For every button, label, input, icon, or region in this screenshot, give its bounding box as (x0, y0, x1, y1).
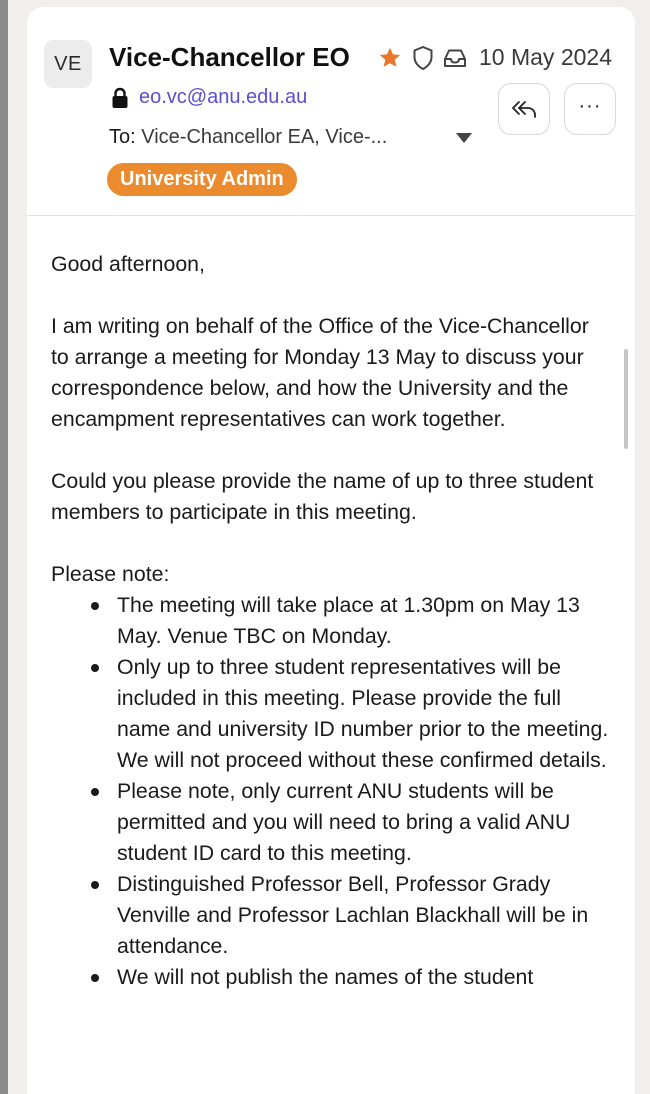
message-body (51, 249, 611, 993)
note-heading: Please note: (51, 562, 170, 586)
tray-icon (443, 47, 467, 69)
star-icon[interactable] (377, 45, 403, 71)
list-item: Please note, only current ANU students will be permitted and you will need to bring a valid ANU student ID card to this meeting. (117, 776, 611, 869)
to-label: To: (109, 126, 136, 148)
scrollbar-thumb[interactable] (624, 349, 628, 449)
more-button[interactable] (564, 83, 616, 135)
paragraph: I am writing on behalf of the Office of the Vice-Chancellor to arrange a meeting for Monday 13 May to discuss your correspondence below, and how the University and the encampment representatives can work together. (51, 314, 589, 431)
reply-all-icon (511, 98, 537, 120)
shield-icon (412, 45, 434, 71)
list-item: Only up to three student representatives will be included in this meeting. Please provide the full name and university ID number prior to the meeting. We will not proceed without these confirmed details. (117, 652, 611, 776)
greeting: Good afternoon, (51, 252, 205, 276)
list-item: We will not publish the names of the student (117, 962, 611, 993)
message-header (27, 7, 635, 216)
note-list (117, 590, 611, 993)
paragraph: Could you please provide the name of up to three student members to participate in this meeting. (51, 469, 594, 524)
sender-email[interactable]: eo.vc@anu.edu.au (139, 86, 308, 108)
email-message (27, 7, 635, 1094)
lock-icon (111, 87, 129, 109)
list-item: Distinguished Professor Bell, Professor Grady Venville and Professor Lachlan Blackhall will be in attendance. (117, 869, 611, 962)
to-recipients: Vice-Chancellor EA, Vice-... (141, 126, 388, 148)
sender-name[interactable]: Vice-Chancellor EO (109, 42, 350, 72)
reply-all-button[interactable] (498, 83, 550, 135)
list-item: The meeting will take place at 1.30pm on May 13 May. Venue TBC on Monday. (117, 590, 611, 652)
chevron-down-icon[interactable] (455, 132, 473, 144)
window-edge (0, 0, 8, 1094)
recipients-line[interactable] (109, 126, 387, 149)
message-date: 10 May 2024 (479, 44, 612, 70)
more-icon: ··· (578, 95, 602, 117)
label-badge[interactable]: University Admin (107, 163, 297, 196)
avatar: VE (44, 40, 92, 88)
